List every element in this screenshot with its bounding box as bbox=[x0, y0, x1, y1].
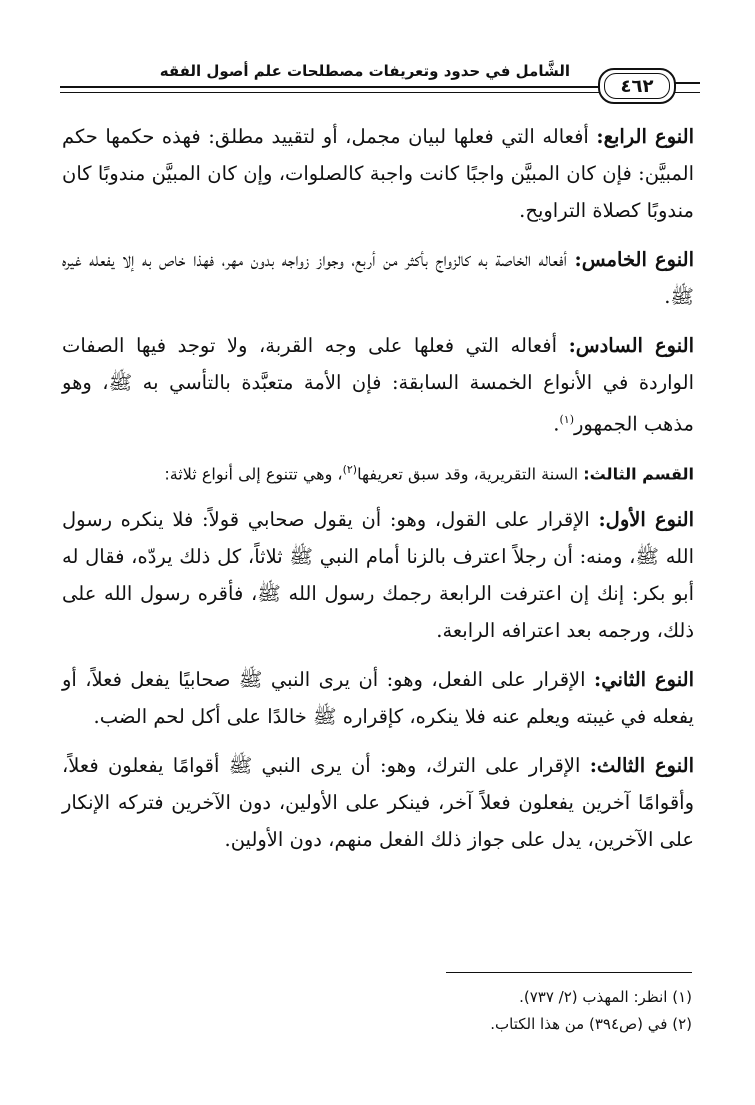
paragraph-heading: النوع الثاني: bbox=[594, 667, 695, 691]
paragraph-approval-1 bbox=[62, 501, 694, 649]
paragraph-text: أفعاله التي فعلها على وجه القربة، ولا توجد فيها الصفات الواردة في الأنواع الخمسة السابقة: فإن الأمة متعبَّدة بالتأسي به ﷺ، وهو مذهب الجمهور bbox=[62, 334, 694, 436]
paragraph-approval-3 bbox=[62, 747, 694, 858]
paragraph-type-5 bbox=[62, 241, 694, 315]
paragraph-heading: النوع الخامس: bbox=[574, 248, 695, 271]
paragraph-heading: النوع الرابع: bbox=[596, 125, 695, 148]
header-rule bbox=[60, 92, 600, 93]
page-body bbox=[62, 118, 694, 870]
section-tail: ، وهي تتنوع إلى أنواع ثلاثة: bbox=[164, 463, 343, 483]
footnotes bbox=[62, 984, 692, 1038]
paragraph-heading: النوع السادس: bbox=[568, 334, 695, 357]
footnote-1: (١) انظر: المهذب (٢/ ٧٣٧). bbox=[519, 988, 692, 1006]
paragraph-heading: النوع الثالث: bbox=[589, 753, 694, 777]
running-title: الشَّامل في حدود وتعريفات مصطلحات علم أصول الفقه bbox=[159, 62, 570, 80]
paragraph-text: الإقرار على الترك، وهو: أن يرى النبي ﷺ أقوامًا يفعلون فعلاً، وأقوامًا آخرين يفعلون فعلاً آخر، فينكر على الأولين، دون الآخرين فتركه الإنكار على الآخرين، يدل على جواز ذلك الفعل منهم، دون الأولين. bbox=[62, 753, 694, 851]
paragraph-type-4 bbox=[62, 118, 694, 229]
section-heading: القسم الثالث: bbox=[583, 463, 694, 483]
page-number-frame bbox=[598, 68, 676, 104]
footnote-marker: (١) bbox=[559, 413, 574, 426]
paragraph-approval-2 bbox=[62, 661, 694, 735]
section-three-intro bbox=[62, 455, 694, 489]
paragraph-text: أفعاله الخاصة به كالزواج بأكثر من أربع، وجواز زواجه بدون مهر، فهذا خاص به إلا يفعله غيره ﷺ. bbox=[62, 248, 694, 308]
paragraph-text: الإقرار على الفعل، وهو: أن يرى النبي ﷺ صحابيًا يفعل فعلاً، أو يفعله في غيبته ويعلم عنه فلا ينكره، كإقراره ﷺ خالدًا على أكل لحم الضب. bbox=[62, 667, 694, 728]
footnote-marker: (٢) bbox=[342, 462, 358, 476]
paragraph-tail: . bbox=[553, 412, 560, 436]
page-number: ٤٦٢ bbox=[620, 75, 654, 97]
section-text: السنة التقريرية، وقد سبق تعريفها bbox=[357, 463, 584, 483]
paragraph-text: أفعاله التي فعلها لبيان مجمل، أو لتقييد مطلق: فهذه حكمها حكم المبيَّن: فإن كان المبيَّن واجبًا كانت واجبة كالصلوات، وإن كان المبيَّن مندوبًا كان مندوبًا كصلاة التراويح. bbox=[62, 125, 694, 222]
paragraph-type-6 bbox=[62, 327, 694, 443]
footnote-2: (٢) في (ص٣٩٤) من هذا الكتاب. bbox=[490, 1015, 692, 1033]
paragraph-text: الإقرار على القول، وهو: أن يقول صحابي قولاً: فلا ينكره رسول الله ﷺ، ومنه: أن رجلاً اعترف بالزنا أمام النبي ﷺ ثلاثاً، كل ذلك يردّه، فقال له أبو بكر: إنك إن اعترفت الرابعة رجمك رسول الله ﷺ، فأقره رسول الله على ذلك، ورجمه بعد اعترافه الرابعة. bbox=[62, 507, 694, 642]
page-header bbox=[60, 52, 700, 102]
footnote-separator bbox=[446, 972, 692, 973]
header-rule bbox=[60, 86, 600, 88]
paragraph-heading: النوع الأول: bbox=[598, 507, 694, 531]
